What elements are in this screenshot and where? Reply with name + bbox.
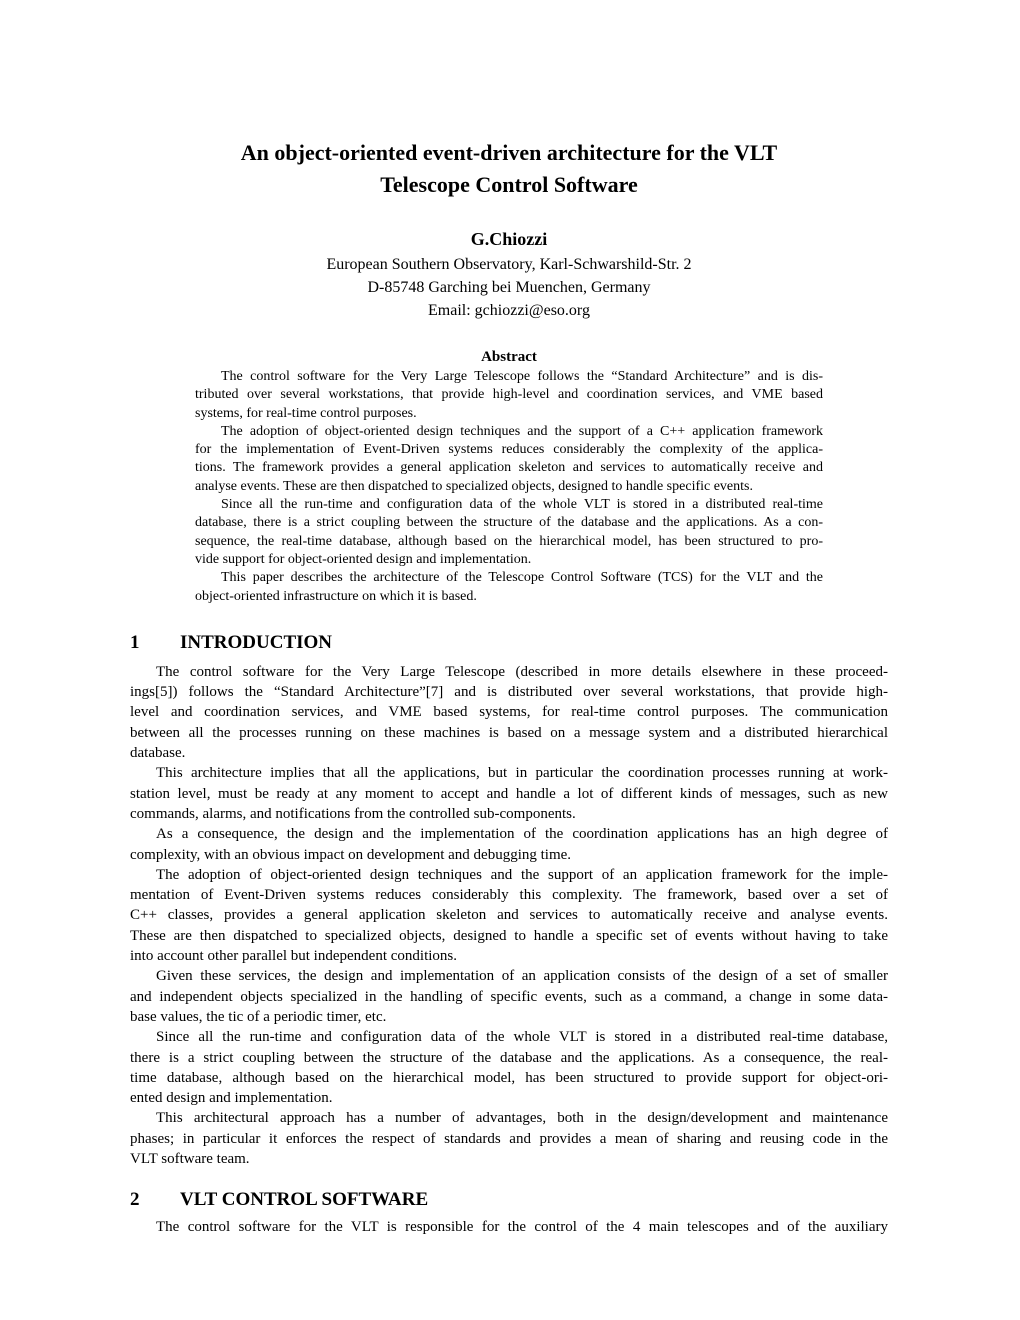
section-number: 1: [130, 631, 140, 653]
paragraph-line: analyse events. These are then dispatched to specialized objects, designed to handle specific events.: [195, 478, 753, 494]
paragraph-line: C++ classes, provides a general application skeleton and services to automatically receive and analyse events.: [130, 907, 888, 924]
paragraph-line: Since all the run-time and configuration data of the whole VLT is stored in a distributed real-time: [221, 497, 823, 513]
paragraph-line: sequence, the real-time database, although based on the hierarchical model, has been structured to pro-: [195, 533, 823, 549]
section-number: 2: [130, 1189, 140, 1211]
paragraph: [195, 423, 823, 496]
paragraph-line: station level, must be ready at any moment to accept and handle a lot of different kinds of messages, such as new: [130, 785, 888, 802]
paragraph-line: phases; in particular it enforces the respect of standards and provides a mean of sharing and reusing code in the: [130, 1130, 888, 1147]
paragraph-line: Given these services, the design and implementation of an application consists of the design of a set of smaller: [156, 968, 888, 985]
paragraph: [195, 496, 823, 569]
page-content: [130, 0, 888, 1238]
paper-title-line-2: Telescope Control Software: [380, 172, 638, 197]
section-vlt-control-software: [130, 1189, 888, 1237]
paragraph-line: The control software for the Very Large Telescope (described in more details elsewhere in these proceed-: [156, 663, 888, 680]
paragraph: [130, 763, 888, 824]
paragraph-line: object-oriented infrastructure on which it is based.: [195, 588, 477, 604]
affiliation-line-city: D-85748 Garching bei Muenchen, Germany: [367, 279, 651, 296]
affiliation-line-institute: European Southern Observatory, Karl-Schwarshild-Str. 2: [326, 256, 692, 273]
paragraph-line: time database, although based on the hierarchical model, has been structured to provide support for object-ori-: [130, 1069, 888, 1086]
paragraph-line: systems, for real-time control purposes.: [195, 405, 417, 421]
paragraph-line: tions. The framework provides a general application skeleton and services to automatically receive and: [195, 460, 823, 476]
paragraph-line: for the implementation of Event-Driven systems reduces considerably the complexity of the applica-: [195, 442, 823, 458]
section-body: [130, 1217, 888, 1237]
paragraph-line: and independent objects specialized in the handling of specific events, such as a command, a change in some data-: [130, 988, 888, 1005]
paragraph-line: database, there is a strict coupling between the structure of the database and the applications. As a con-: [195, 515, 823, 531]
author-name: G.Chiozzi: [470, 229, 548, 249]
paragraph: [130, 824, 888, 865]
section-heading: [130, 632, 888, 654]
paragraph-line: ented design and implementation.: [130, 1090, 333, 1107]
paragraph-line: commands, alarms, and notifications from the controlled sub-components.: [130, 805, 576, 822]
section-title: VLT CONTROL SOFTWARE: [180, 1189, 429, 1211]
paragraph: [130, 1108, 888, 1169]
affiliation-line-email: Email: gchiozzi@eso.org: [428, 302, 590, 319]
paragraph: [130, 662, 888, 763]
paragraph-line: These are then dispatched to specialized objects, designed to handle a specific set of events without having to take: [130, 927, 888, 944]
paragraph-line: complexity, with an obvious impact on development and debugging time.: [130, 846, 572, 863]
paragraph-line: This architectural approach has a number of advantages, both in the design/development and maintenance: [156, 1110, 888, 1127]
paper-title-line-1: An object-oriented event-driven architecture for the VLT: [240, 140, 778, 165]
paragraph-line: This paper describes the architecture of the Telescope Control Software (TCS) for the VLT and the: [221, 570, 823, 586]
paragraph-line: between all the processes running on these machines is based on a message system and a distributed hierarchical: [130, 724, 888, 741]
paragraph-line: tributed over several workstations, that provide high-level and coordination services, and VME based: [195, 387, 823, 403]
paragraph-line: into account other parallel but independent conditions.: [130, 948, 457, 965]
paragraph-line: level and coordination services, and VME based systems, for real-time control purposes. The communication: [130, 704, 888, 721]
paragraph-line: database.: [130, 745, 186, 762]
section-body: [130, 662, 888, 1169]
paragraph: [195, 368, 823, 423]
paper-title: [130, 137, 888, 201]
paragraph-line: VLT software team.: [130, 1150, 250, 1167]
paragraph: [130, 1217, 888, 1237]
section-title: INTRODUCTION: [180, 631, 333, 653]
paragraph-line: Since all the run-time and configuration data of the whole VLT is stored in a distributed real-time database,: [156, 1029, 888, 1046]
affiliation-block: [130, 253, 888, 322]
section-heading: [130, 1189, 888, 1211]
paragraph-line: there is a strict coupling between the structure of the database and the applications. As a consequence, the real-: [130, 1049, 888, 1066]
paragraph-line: The control software for the VLT is responsible for the control of the 4 main telescopes and of the auxiliary: [156, 1219, 888, 1236]
paragraph-line: base values, the tic of a periodic timer, etc.: [130, 1008, 387, 1025]
abstract-body: [195, 368, 823, 606]
paragraph: [130, 865, 888, 966]
paragraph-line: The adoption of object-oriented design techniques and the support of a C++ application framework: [221, 423, 823, 439]
section-introduction: [130, 632, 888, 1169]
paragraph-line: The adoption of object-oriented design techniques and the support of an application framework for the imple-: [156, 866, 888, 883]
paragraph-line: vide support for object-oriented design and implementation.: [195, 551, 532, 567]
abstract-heading: Abstract: [481, 349, 537, 365]
paragraph-line: mentation of Event-Driven systems reduces considerably this complexity. The framework, based over a set of: [130, 887, 888, 904]
paragraph: [130, 966, 888, 1027]
paragraph: [130, 1027, 888, 1108]
paragraph: [195, 569, 823, 606]
paragraph-line: ings[5]) follows the “Standard Architecture”[7] and is distributed over several workstations, that provide high-: [130, 684, 888, 701]
paragraph-line: As a consequence, the design and the implementation of the coordination applications has an high degree of: [156, 826, 888, 843]
paragraph-line: This architecture implies that all the applications, but in particular the coordination processes running at work-: [156, 765, 888, 782]
paragraph-line: The control software for the Very Large Telescope follows the “Standard Architecture” and is dis-: [221, 369, 823, 384]
